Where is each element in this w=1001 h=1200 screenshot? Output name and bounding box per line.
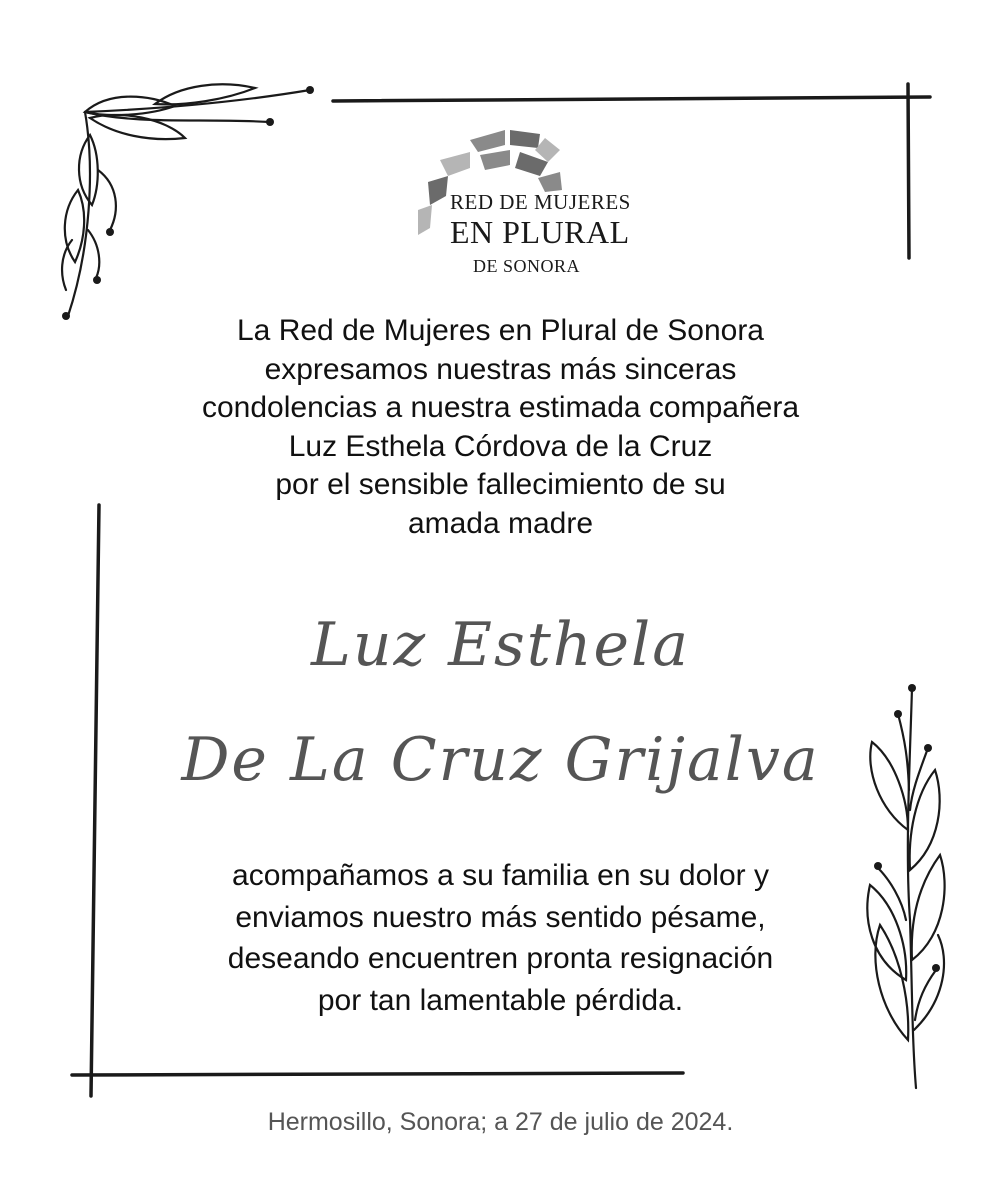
intro-line: La Red de Mujeres en Plural de Sonora bbox=[237, 314, 764, 347]
logo-title-line1: RED DE MUJERES bbox=[450, 190, 631, 214]
closing-line: deseando encuentren pronta resignación bbox=[227, 942, 774, 975]
intro-line: Luz Esthela Córdova de la Cruz bbox=[288, 429, 713, 463]
frame-bottom-line bbox=[72, 1073, 683, 1075]
frame-right-line bbox=[908, 84, 909, 258]
dateline: Hermosillo, Sonora; a 27 de julio de 2024. bbox=[267, 1108, 734, 1136]
closing-line: por tan lamentable pérdida. bbox=[317, 983, 684, 1017]
frame-top-line bbox=[333, 97, 930, 101]
deceased-name-line1: Luz Esthela bbox=[311, 610, 690, 680]
intro-line: condolencias a nuestra estimada compañera bbox=[201, 391, 800, 425]
intro-line: expresamos nuestras más sinceras bbox=[264, 352, 737, 386]
closing-line: acompañamos a su familia en su dolor y bbox=[232, 859, 769, 892]
condolence-intro bbox=[0, 312, 1001, 544]
deceased-name-line2: De La Cruz Grijalva bbox=[181, 725, 820, 795]
intro-line: por el sensible fallecimiento de su bbox=[275, 468, 726, 502]
logo-title-line3: DE SONORA bbox=[473, 256, 581, 276]
closing-line: enviamos nuestro más sentido pésame, bbox=[235, 900, 766, 934]
intro-line: amada madre bbox=[407, 506, 594, 540]
logo-title-line2: EN PLURAL bbox=[450, 214, 630, 250]
condolence-closing bbox=[0, 855, 1001, 1021]
